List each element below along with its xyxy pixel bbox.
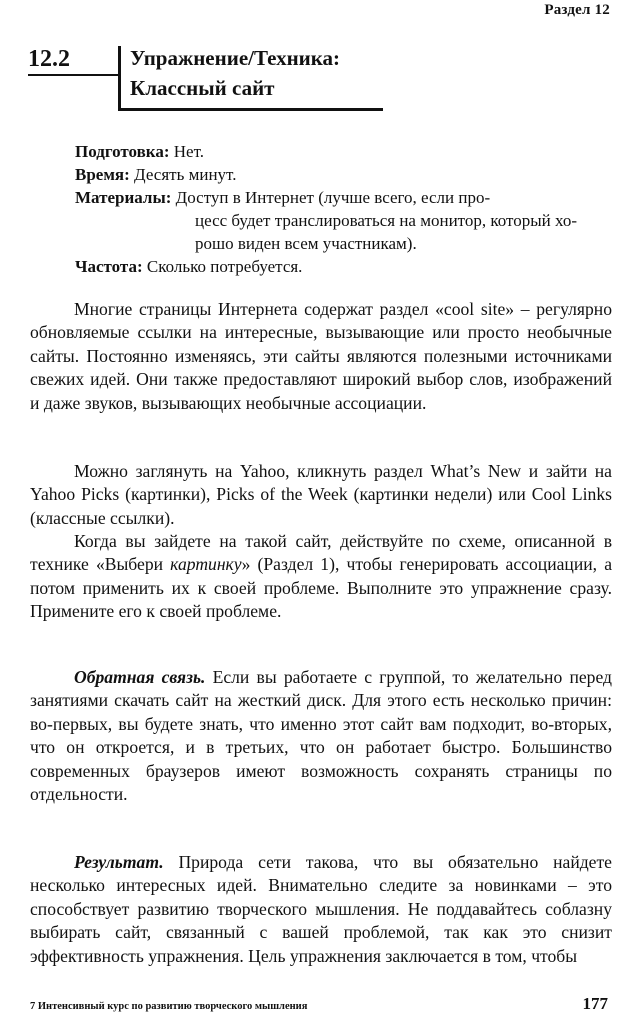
section-number: 12.2	[28, 46, 70, 72]
meta-frequency-value: Сколько потребуется.	[146, 257, 303, 276]
paragraph-2	[30, 460, 612, 530]
meta-materials-value-2: цесс будет транслироваться на монитор, который хо-	[195, 211, 578, 230]
meta-preparation-value: Нет.	[173, 142, 204, 161]
meta-time-label: Время:	[75, 165, 130, 184]
paragraph-3-text-a: Когда вы зайдете на такой сайт, действуйте по схеме, описанной в технике «Выбери	[30, 531, 612, 575]
section-title-line-2: Классный сайт	[130, 76, 275, 100]
meta-block	[75, 140, 611, 278]
meta-time	[75, 163, 611, 186]
paragraph-3	[30, 530, 612, 624]
meta-preparation	[75, 140, 611, 163]
section-title-box	[118, 46, 383, 111]
meta-frequency	[75, 255, 611, 278]
result-text: Природа сети такова, что вы обязательно найдете несколько интересных идей. Внимательно следите за новинками – это способствует развитию творческого мышления. Не поддавайтесь соблазну выбирать сайт, связанный с вашей проблемой, так как это снизит эффективность упражнения. Цель упражнения заключается в том, чтобы	[30, 852, 612, 966]
paragraph-1	[30, 298, 612, 415]
paragraph-result	[30, 851, 612, 968]
meta-materials-value-3: рошо виден всем участникам).	[195, 234, 417, 253]
paragraph-feedback	[30, 666, 612, 806]
feedback-text: Если вы работаете с группой, то желательно перед занятиями скачать сайт на жесткий диск. Для этого есть несколько причин: во-первых, вы будете знать, что именно этот сайт вам подходит, во-вторых, что он откроется, и в третьих, что он работает быстро. Большинство современных браузеров имеют возможность сохранять страницы по отдельности.	[30, 667, 612, 805]
meta-preparation-label: Подготовка:	[75, 142, 170, 161]
meta-materials	[75, 186, 611, 255]
paragraph-3-emphasis: картинку	[170, 554, 242, 575]
meta-frequency-label: Частота:	[75, 257, 143, 276]
meta-time-value: Десять минут.	[134, 165, 237, 184]
feedback-label: Обратная связь.	[74, 667, 206, 687]
section-title-line-1: Упражнение/Техника:	[130, 46, 341, 70]
section-number-rule	[28, 74, 118, 76]
page-number: 177	[582, 994, 608, 1013]
meta-materials-label: Материалы:	[75, 188, 172, 207]
running-head: Раздел 12	[544, 2, 610, 18]
paragraph-1-text: Многие страницы Интернета содержат раздел «cool site» – регулярно обновляемые ссылки на интересные, вызывающие или просто необычные сайты. Постоянно изменяясь, эти сайты являются полезными источниками свежих идей. Они также предоставляют широкий выбор слов, изображений и даже звуков, вызывающих необычные ассоциации.	[30, 299, 612, 413]
meta-materials-value-1: Доступ в Интернет (лучше всего, если про-	[175, 188, 491, 207]
paragraph-2-text: Можно заглянуть на Yahoo, кликнуть раздел What’s New и зайти на Yahoo Picks (картинки), Picks of the Week (картинки недели) или Cool Links (классные ссылки).	[30, 461, 612, 528]
result-label: Результат.	[74, 852, 164, 872]
paragraph-3-text-b: » (Раздел 1), чтобы генерировать ассоциации, а потом применить их к своей проблеме. Выполните это упражнение сразу. Примените его к своей проблеме.	[30, 554, 613, 622]
footer-book-title: 7 Интенсивный курс по развитию творческого мышления	[30, 1001, 308, 1012]
